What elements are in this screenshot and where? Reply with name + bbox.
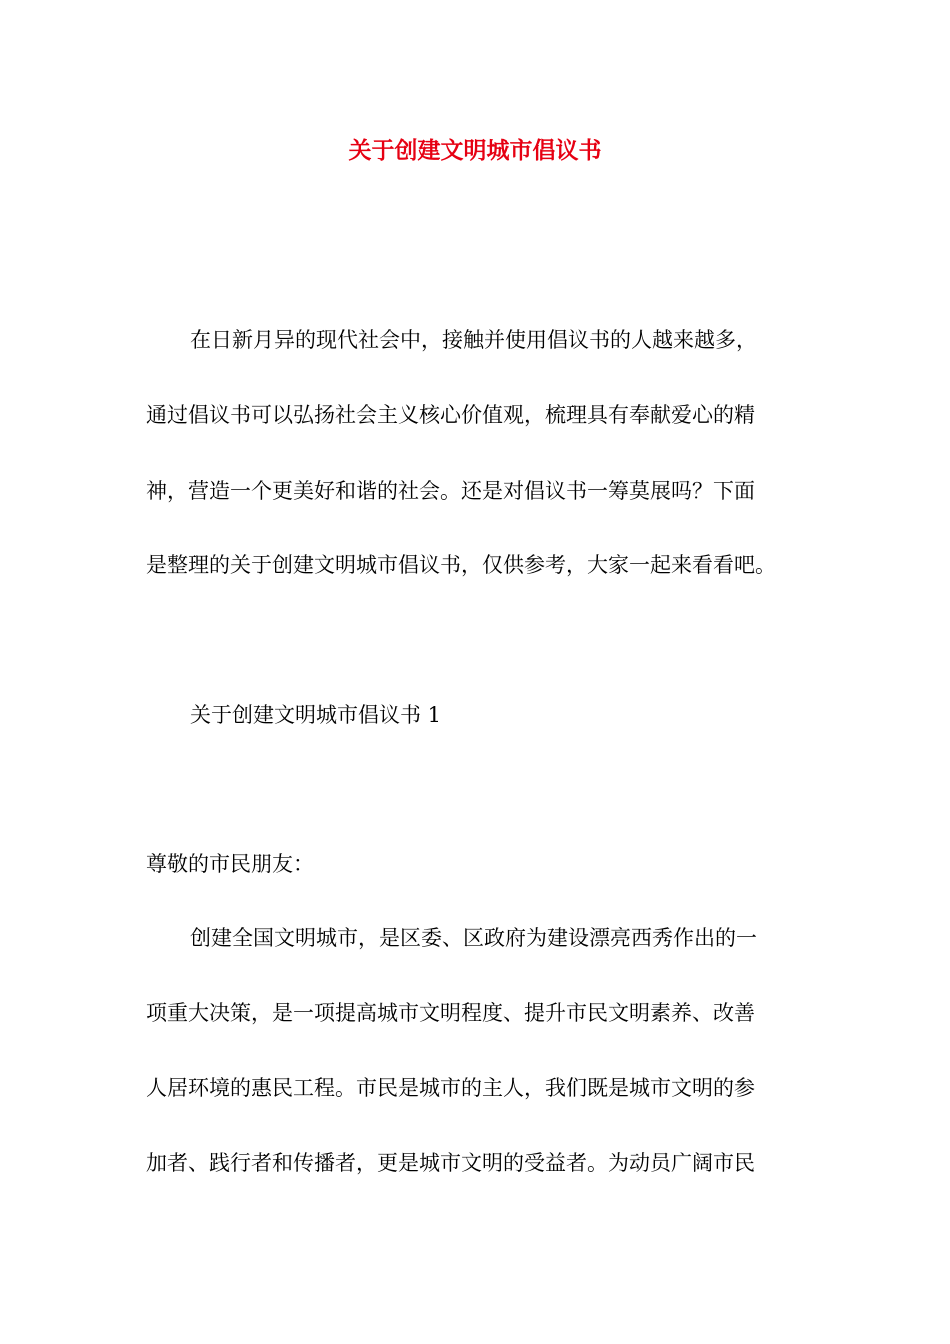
salutation: 尊敬的市民朋友： [146,852,314,876]
intro-line-1: 在日新月异的现代社会中，接触并使用倡议书的人越来越多， [190,328,757,352]
intro-line-3: 神，营造一个更美好和谐的社会。还是对倡议书一筹莫展吗？下面 [146,479,755,503]
body-line-3: 人居环境的惠民工程。市民是城市的主人，我们既是城市文明的参 [146,1076,755,1100]
section-heading: 关于创建文明城市倡议书 1 [190,703,442,727]
body-line-2: 项重大决策，是一项提高城市文明程度、提升市民文明素养、改善 [146,1001,755,1025]
intro-line-4: 是整理的关于创建文明城市倡议书，仅供参考，大家一起来看看吧。 [146,553,776,577]
intro-line-2: 通过倡议书可以弘扬社会主义核心价值观，梳理具有奉献爱心的精 [146,403,755,427]
body-line-4: 加者、践行者和传播者，更是城市文明的受益者。为动员广阔市民 [146,1151,755,1175]
body-line-1: 创建全国文明城市，是区委、区政府为建设漂亮西秀作出的一 [190,926,757,950]
document-title: 关于创建文明城市倡议书 [348,137,602,164]
